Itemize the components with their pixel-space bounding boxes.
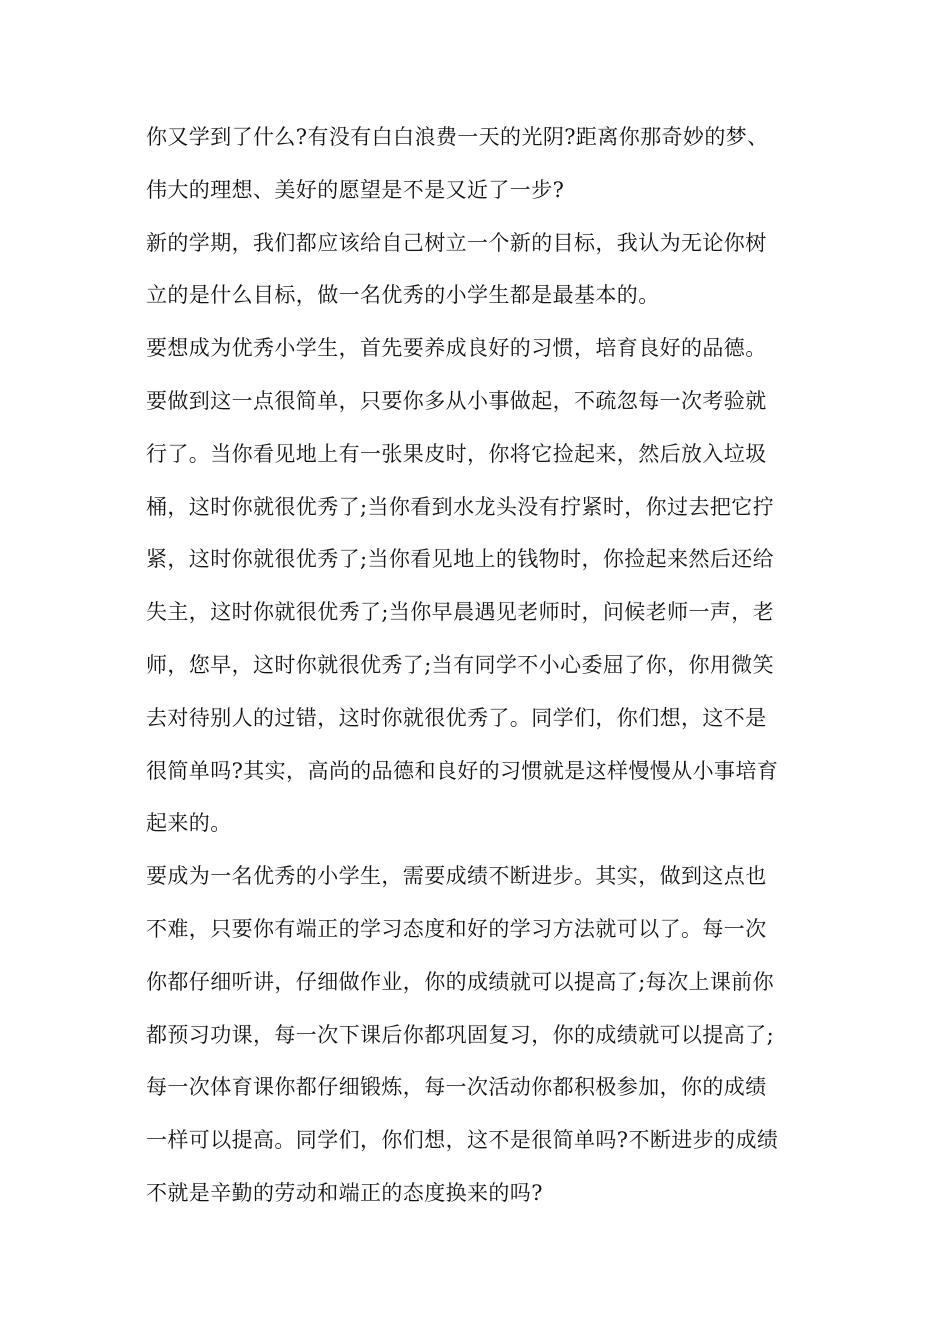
text-line: 起来的。 [146, 811, 232, 836]
body-text [146, 118, 811, 1227]
text-line: 师，您早，这时你就很优秀了;当有同学不小心委屈了你，你用微笑 [146, 652, 775, 677]
text-line: 不难，只要你有端正的学习态度和好的学习方法就可以了。每一次 [146, 916, 767, 941]
text-line: 要成为一名优秀的小学生，需要成绩不断进步。其实，做到这点也 [146, 864, 767, 889]
text-line: 伟大的理想、美好的愿望是不是又近了一步? [146, 177, 565, 202]
text-line: 桶，这时你就很优秀了;当你看到水龙头没有拧紧时，你过去把它拧 [146, 494, 775, 519]
text-line: 很简单吗?其实，高尚的品德和良好的习惯就是这样慢慢从小事培育 [146, 758, 779, 783]
text-line: 紧，这时你就很优秀了;当你看见地上的钱物时，你捡起来然后还给 [146, 547, 775, 572]
text-line: 都预习功课，每一次下课后你都巩固复习，你的成绩就可以提高了; [146, 1022, 775, 1047]
text-line: 要想成为优秀小学生，首先要养成良好的习惯，培育良好的品德。 [146, 336, 767, 361]
text-line: 要做到这一点很简单，只要你多从小事做起，不疏忽每一次考验就 [146, 388, 767, 413]
text-line: 不就是辛勤的劳动和端正的态度换来的吗? [146, 1180, 543, 1205]
text-line: 立的是什么目标，做一名优秀的小学生都是最基本的。 [146, 283, 660, 308]
text-line: 新的学期，我们都应该给自己树立一个新的目标，我认为无论你树 [146, 230, 767, 255]
text-line: 一样可以提高。同学们，你们想，这不是很简单吗?不断进步的成绩 [146, 1128, 779, 1153]
text-line: 每一次体育课你都仔细锻炼，每一次活动你都积极参加，你的成绩 [146, 1075, 767, 1100]
text-line: 你又学到了什么?有没有白白浪费一天的光阴?距离你那奇妙的梦、 [146, 125, 769, 149]
text-line: 你都仔细听讲，仔细做作业，你的成绩就可以提高了;每次上课前你 [146, 969, 775, 994]
text-line: 失主，这时你就很优秀了;当你早晨遇见老师时，问候老师一声，老 [146, 600, 775, 625]
text-line: 行了。当你看见地上有一张果皮时，你将它捡起来，然后放入垃圾 [146, 441, 767, 466]
text-line: 去对待别人的过错，这时你就很优秀了。同学们，你们想，这不是 [146, 705, 767, 730]
